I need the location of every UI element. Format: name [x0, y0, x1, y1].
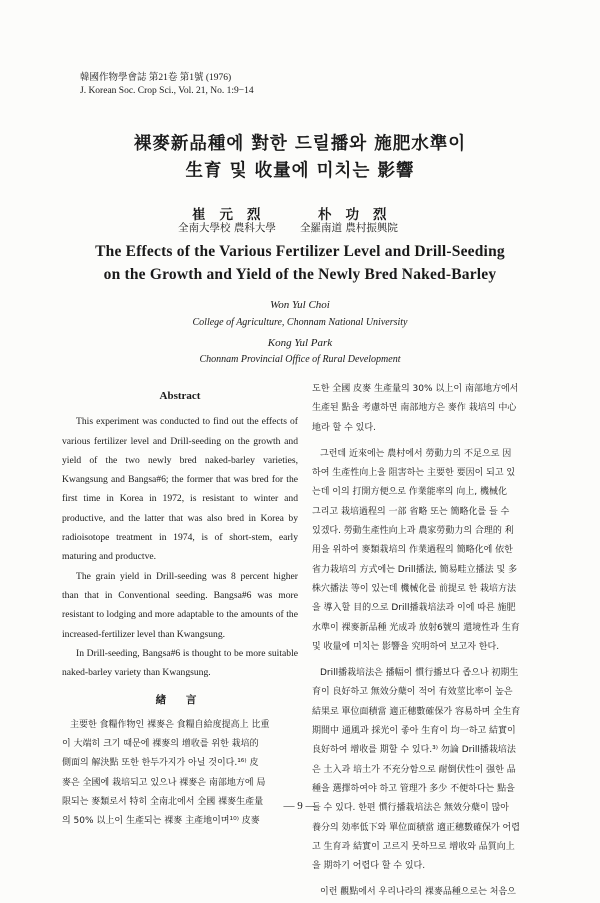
text-line: 結果로 單位面積當 適正穗數確保가 容易하며 全生育 [312, 706, 521, 717]
text-line: 그런데 近來에는 農村에서 勞動力의 不足으로 因 [320, 448, 512, 459]
page-number: — 9 — [283, 800, 317, 812]
text-line: 있겠다. 勞動生產性向上과 農家勞動力의 合理的 利 [312, 526, 514, 537]
text-line: 및 收量에 미치는 影響을 究明하여 보고자 한다. [312, 641, 500, 652]
right-paragraph-4 [312, 883, 550, 902]
text-line: 고 生育과 結實이 고르지 못하므로 增收와 品質向上 [312, 841, 515, 852]
text-line: 主要한 食糧作物인 裸麥은 食糧自給度提高上 比重 [70, 719, 270, 730]
text-line: Drill播栽培法은 播幅이 慣行播보다 좁으나 初期生 [320, 668, 519, 679]
english-author-2: Kong Yul Park [267, 337, 333, 349]
text-line: 이런 觀點에서 우리나라의 裸麥品種으로는 처음으 [320, 887, 516, 898]
text-line: 株穴播法 等이 있는데 機械化를 前提로 한 栽培方法 [312, 583, 517, 594]
korean-author-2: 朴功烈 [318, 207, 401, 223]
abstract-heading: Abstract [159, 390, 201, 402]
text-line: 養分의 効率低下와 單位面積當 適正穗數確保가 어렵 [312, 822, 520, 833]
text-line: 生產된 點을 考慮하면 南部地方은 麥作 栽培의 中心 [312, 403, 517, 414]
english-affiliation-2: Chonnam Provincial Office of Rural Development [199, 354, 401, 365]
text-line: 의 50% 以上이 生產되는 裸麥 主產地이며¹⁰⁾ 皮麥 [62, 816, 260, 827]
text-line: 하여 生產性向上을 阻害하는 主要한 要因이 되고 있 [312, 468, 516, 479]
abstract-paragraph-2: The grain yield in Drill-seeding was 8 percent higher than that in Conventional seeding. Bangsa#6 was more resistant to lodging and more adaptable to the amounts of the increased-fertilizer level than Kwangsung. [62, 570, 298, 640]
text-line: 用을 위하여 麥類栽培의 作業過程의 簡略化에 依한 [312, 545, 513, 556]
english-title-line-1: The Effects of the Various Fertilizer Level and Drill-Seeding [95, 243, 505, 260]
intro-heading: 緖 言 [155, 694, 205, 707]
english-title-line-2: on the Growth and Yield of the Newly Bred Naked-Barley [103, 266, 497, 283]
text-line: 을 導入할 目的으로 Drill播栽培法과 이에 따른 施肥 [312, 603, 516, 614]
text-line: 이 大端히 크기 때문에 裸麥의 增收를 위한 栽培的 [62, 739, 259, 750]
text-line: 側面의 解決點 또한 한두가지가 아닐 것이다.¹⁶⁾ 皮 [62, 758, 259, 769]
abstract-paragraph-1: This experiment was conducted to find out the effects of various fertilizer level and Drill-seeding on the growth and yield of the two newly bred naked-barley varieties, Kwangsung and Bangsa#6; the former that was bred for the first time in Korea in 1972, is resistant to winter and productive, and the latter that was also bred in Korea by radioisotope treatment in 1974, is of short-stem, early maturing and productve. [62, 416, 298, 563]
text-line: 麥은 全國에 栽培되고 있으나 裸麥은 南部地方에 局 [62, 777, 266, 788]
journal-citation-english: J. Korean Soc. Crop Sci., Vol. 21, No. 1:9−14 [80, 86, 254, 96]
text-line: 地라 할 수 있다. [312, 422, 376, 433]
text-line: 限되는 麥類로서 特히 全南北에서 全國 裸麥生產量 [62, 796, 264, 807]
korean-affiliation-2: 全羅南道 農村振興院 [300, 222, 398, 234]
text-line: 良好하여 增收를 期할 수 있다.³⁾ 勿論 Drill播栽培法 [312, 745, 516, 756]
abstract-paragraph-3: In Drill-seeding, Bangsa#6 is thought to be more suitable naked-barley variety than Kwangsung. [62, 647, 298, 679]
journal-citation-korean: 韓國作物學會誌 第21卷 第1號 (1976) [80, 73, 232, 83]
journal-citation [80, 72, 254, 98]
text-line: 을 期하기 어렵다 할 수 있다. [312, 861, 426, 872]
right-column [312, 380, 550, 903]
text-line: 種을 選擇하여야 하고 管理가 多少 不便하다는 點을 [312, 783, 515, 794]
text-line: 育이 良好하고 無效分蘖이 적어 有效莖比率이 높은 [312, 687, 513, 698]
english-author-1: Won Yul Choi [270, 299, 330, 311]
text-line: 은 土入과 培土가 不充分함으로 耐倒伏性이 强한 品 [312, 764, 516, 775]
english-affiliation-1: College of Agriculture, Chonnam National University [192, 317, 408, 328]
text-line: 도한 全國 皮麥 生產量의 30% 以上이 南部地方에서 [312, 384, 519, 394]
right-paragraph-1 [312, 380, 550, 438]
text-line: 省力栽培의 方式에는 Drill播法, 簡易畦立播法 및 多 [312, 564, 518, 575]
text-line: 期間中 通風과 採光이 좋아 生育이 均一하고 結實이 [312, 726, 516, 737]
korean-title-line-2: 生育 및 收量에 미치는 影響 [185, 161, 415, 181]
korean-title-line-1: 裸麥新品種에 對한 드릴播와 施肥水準이 [133, 134, 467, 154]
korean-author-1: 崔元烈 [192, 207, 275, 223]
korean-authors [0, 203, 600, 243]
korean-affiliation-1: 全南大學校 農科大學 [178, 222, 276, 234]
left-column [62, 387, 298, 832]
right-paragraph-2 [312, 445, 550, 657]
text-line: 그리고 栽培過程의 一部 省略 또는 簡略化를 들 수 [312, 506, 510, 517]
text-line: 는데 이의 打開方便으로 作業能率의 向上, 機械化 [312, 487, 508, 498]
text-line: 水準이 裸麥新品種 光成과 放射6號의 還境性과 生育 [312, 622, 520, 633]
intro-paragraph [62, 716, 298, 832]
text-line: 들 수 있다. 한편 慣行播栽培法은 無效分蘖이 많아 [312, 803, 509, 814]
right-paragraph-3 [312, 664, 550, 876]
